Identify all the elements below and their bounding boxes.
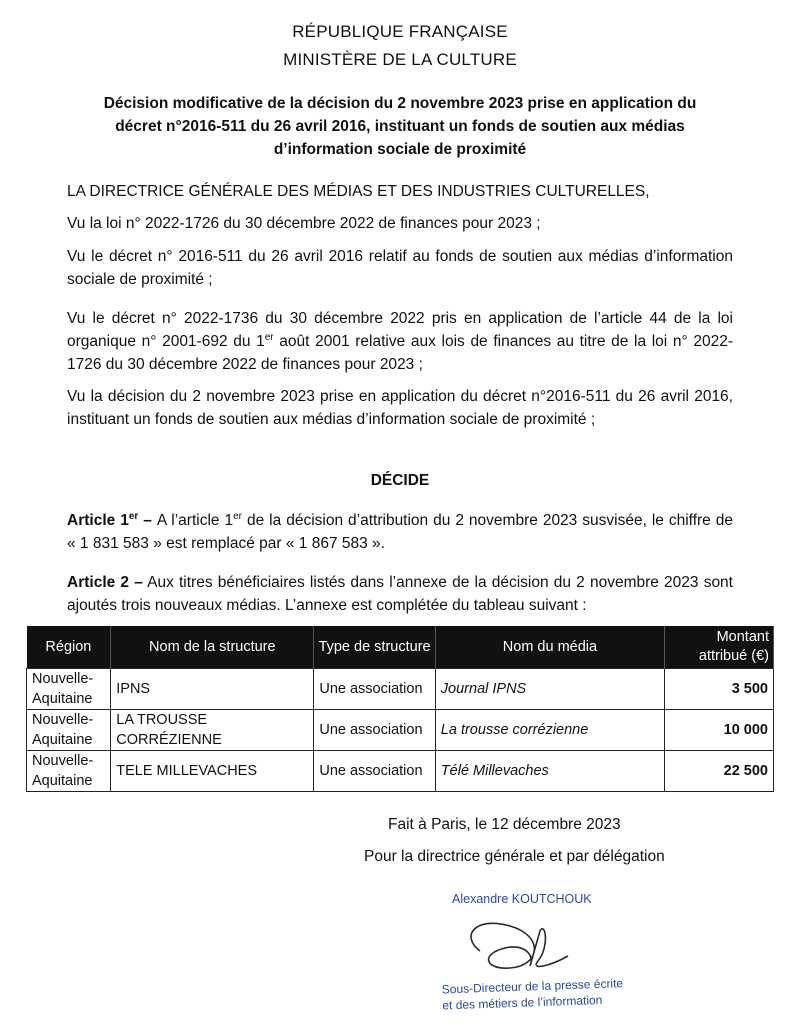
table-row — [27, 669, 774, 710]
vu3-superscript: er — [264, 331, 274, 343]
cell-amount: 22 500 — [665, 751, 774, 792]
delegation-line: Pour la directrice générale et par délégation — [364, 848, 665, 865]
decision-title-line: Décision modificative de la décision du 2 novembre 2023 prise en application du — [103, 95, 697, 112]
handwritten-signature — [450, 906, 600, 986]
cell-type: Une association — [314, 710, 435, 751]
decision-title-line: décret n°2016-511 du 26 avril 2016, instituant un fonds de soutien aux médias — [115, 118, 685, 135]
article-1-text-a: A l’article 1 — [156, 512, 234, 529]
article-1-label-text: Article 1 — [67, 512, 129, 529]
cell-region: Nouvelle-Aquitaine — [27, 669, 111, 710]
header-type: Type de structure — [314, 626, 435, 669]
annex-table — [26, 626, 774, 792]
vu3-text-a: Vu le décret n° 2022-1736 du 30 décembre 2022 pris en application de l’article 44 de la loi organique n° 2001-692 du 1 — [67, 310, 733, 350]
cell-type: Une association — [314, 751, 435, 792]
signatory-role-line: et des métiers de l’information — [442, 992, 603, 1013]
signature-block — [430, 890, 640, 1020]
signatory-role-line: Sous-Directeur de la presse écrite — [441, 976, 624, 997]
cell-region: Nouvelle-Aquitaine — [27, 710, 111, 751]
decision-title-line: d’information sociale de proximité — [273, 141, 527, 158]
article-1-text-b: de la décision d’attribution du 2 novembre 2023 susvisée, le chiffre de « 1 831 583 » est remplacé par « 1 867 583 ». — [67, 512, 733, 552]
vu3-text-b: août 2001 relative aux lois de finances au titre de la loi n° 2022-1726 du 30 décembre 2022 de finances pour 2023 ; — [67, 333, 733, 373]
decide-heading: DÉCIDE — [370, 472, 430, 489]
cell-media: Télé Millevaches — [435, 751, 664, 792]
cell-media: Journal IPNS — [435, 669, 664, 710]
vu-paragraph-1: Vu la loi n° 2022-1726 du 30 décembre 2022 de finances pour 2023 ; — [67, 215, 541, 232]
cell-structure: LA TROUSSE CORRÉZIENNE — [111, 710, 314, 751]
header-region: Région — [27, 626, 111, 669]
authority-line: LA DIRECTRICE GÉNÉRALE DES MÉDIAS ET DES INDUSTRIES CULTURELLES, — [67, 183, 650, 200]
republic-heading: RÉPUBLIQUE FRANÇAISE — [292, 22, 508, 41]
article-1-dash: – — [138, 512, 157, 529]
place-date: Fait à Paris, le 12 décembre 2023 — [388, 816, 621, 833]
header-amount: Montant attribué (€) — [665, 626, 774, 669]
ministry-heading: MINISTÈRE DE LA CULTURE — [283, 50, 517, 69]
article-2-label: Article 2 – — [67, 574, 143, 591]
table-header-row — [27, 626, 774, 669]
vu-paragraph-3 — [67, 307, 733, 376]
article-1-label — [67, 512, 157, 529]
signatory-name: Alexandre KOUTCHOUK — [452, 892, 592, 906]
article-1-text-sup: er — [233, 510, 243, 522]
table-row — [27, 751, 774, 792]
article-1-label-sup: er — [128, 510, 139, 522]
cell-type: Une association — [314, 669, 435, 710]
cell-structure: TELE MILLEVACHES — [111, 751, 314, 792]
header-structure: Nom de la structure — [111, 626, 314, 669]
article-1 — [67, 509, 733, 555]
article-2 — [67, 571, 733, 617]
vu-paragraph-2: Vu le décret n° 2016-511 du 26 avril 2016 relatif au fonds de soutien aux médias d’information sociale de proximité ; — [67, 248, 733, 288]
cell-structure: IPNS — [111, 669, 314, 710]
vu-paragraph-4: Vu la décision du 2 novembre 2023 prise en application du décret n°2016-511 du 26 avril 2016, instituant un fonds de soutien aux médias d’information sociale de proximité ; — [67, 388, 733, 428]
table-row — [27, 710, 774, 751]
decision-title — [60, 92, 740, 161]
cell-amount: 10 000 — [665, 710, 774, 751]
cell-media: La trousse corrézienne — [435, 710, 664, 751]
header-media: Nom du média — [435, 626, 664, 669]
cell-region: Nouvelle-Aquitaine — [27, 751, 111, 792]
signatory-role — [442, 975, 643, 1014]
cell-amount: 3 500 — [665, 669, 774, 710]
article-2-text: Aux titres bénéficiaires listés dans l’annexe de la décision du 2 novembre 2023 sont ajoutés trois nouveaux médias. L’annexe est complétée du tableau suivant : — [67, 574, 733, 614]
signature-stroke — [471, 923, 568, 968]
